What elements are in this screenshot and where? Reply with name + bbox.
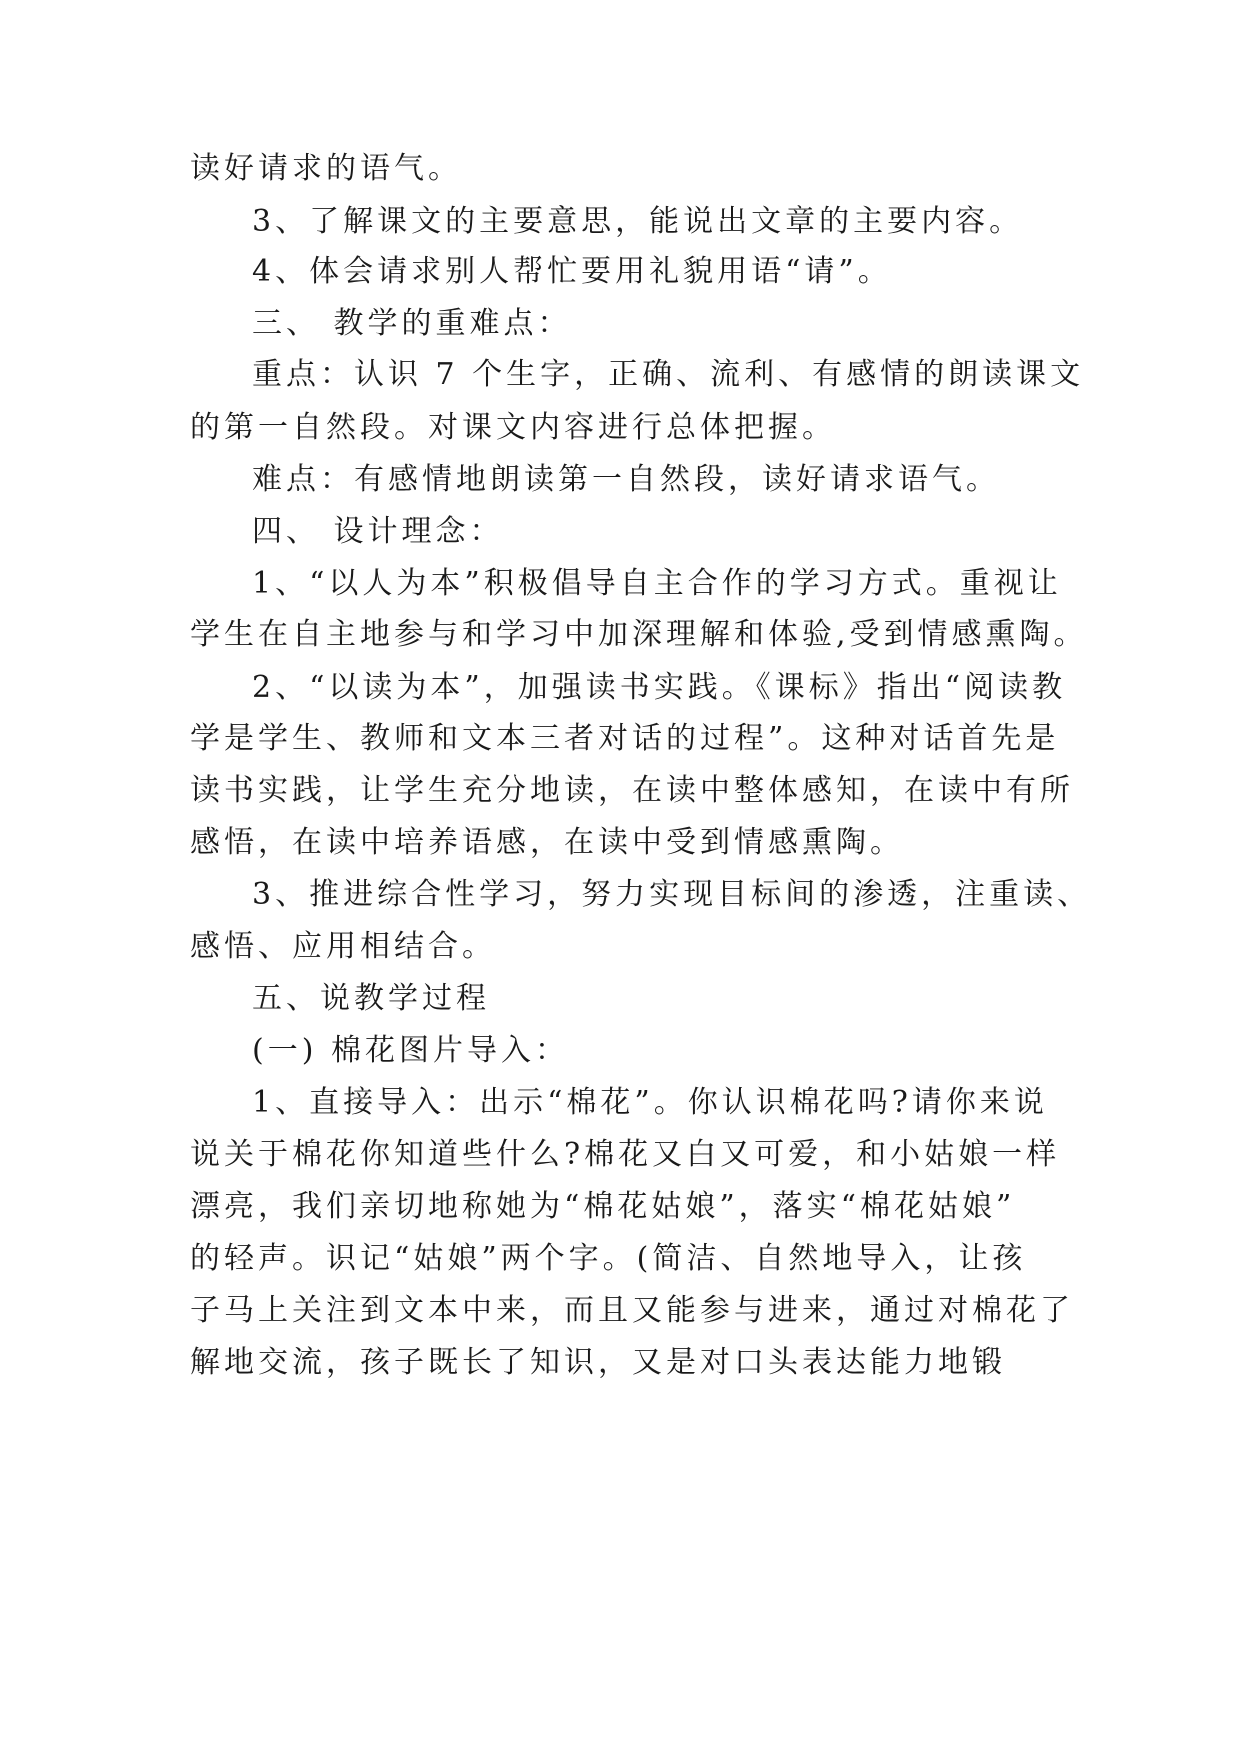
text-line: 4、体会请求别人帮忙要用礼貌用语“请”。 bbox=[252, 254, 892, 289]
text-line: 难点：有感情地朗读第一自然段，读好请求语气。 bbox=[252, 462, 1000, 497]
text-line: 重点：认识 7 个生字，正确、流利、有感情的朗读课文 bbox=[252, 357, 1085, 392]
section-heading: 四、 设计理念： bbox=[252, 514, 504, 549]
text-line: 3、了解课文的主要意思，能说出文章的主要内容。 bbox=[252, 204, 1024, 239]
subsection-heading: (一) 棉花图片导入： bbox=[252, 1033, 569, 1068]
text-line: 读好请求的语气。 bbox=[190, 151, 462, 186]
text-line: 的第一自然段。对课文内容进行总体把握。 bbox=[190, 410, 836, 445]
text-line: 感悟、应用相结合。 bbox=[190, 929, 496, 964]
text-line: 解地交流，孩子既长了知识，又是对口头表达能力地锻 bbox=[190, 1345, 1006, 1380]
section-heading: 五、说教学过程 bbox=[252, 981, 490, 1016]
text-line: 2、“以读为本”，加强读书实践。《课标》指出“阅读教 bbox=[252, 670, 1067, 705]
text-line: 读书实践，让学生充分地读，在读中整体感知，在读中有所 bbox=[190, 773, 1074, 808]
text-line: 3、推进综合性学习，努力实现目标间的渗透，注重读、 bbox=[252, 877, 1092, 912]
text-line: 感悟，在读中培养语感，在读中受到情感熏陶。 bbox=[190, 825, 904, 860]
section-heading: 三、 教学的重难点： bbox=[252, 306, 572, 341]
text-line: 的轻声。识记“姑娘”两个字。(简洁、自然地导入，让孩 bbox=[190, 1241, 1027, 1276]
text-line: 学是学生、教师和文本三者对话的过程”。这种对话首先是 bbox=[190, 721, 1060, 756]
text-line: 1、直接导入：出示“棉花”。你认识棉花吗?请你来说 bbox=[252, 1085, 1048, 1120]
text-line: 1、“以人为本”积极倡导自主合作的学习方式。重视让 bbox=[252, 566, 1062, 601]
text-line: 子马上关注到文本中来，而且又能参与进来，通过对棉花了 bbox=[190, 1293, 1074, 1328]
text-line: 漂亮，我们亲切地称她为“棉花姑娘”，落实“棉花姑娘” bbox=[190, 1189, 1016, 1224]
text-line: 学生在自主地参与和学习中加深理解和体验,受到情感熏陶。 bbox=[190, 617, 1088, 652]
text-line: 说关于棉花你知道些什么?棉花又白又可爱，和小姑娘一样 bbox=[190, 1137, 1061, 1172]
